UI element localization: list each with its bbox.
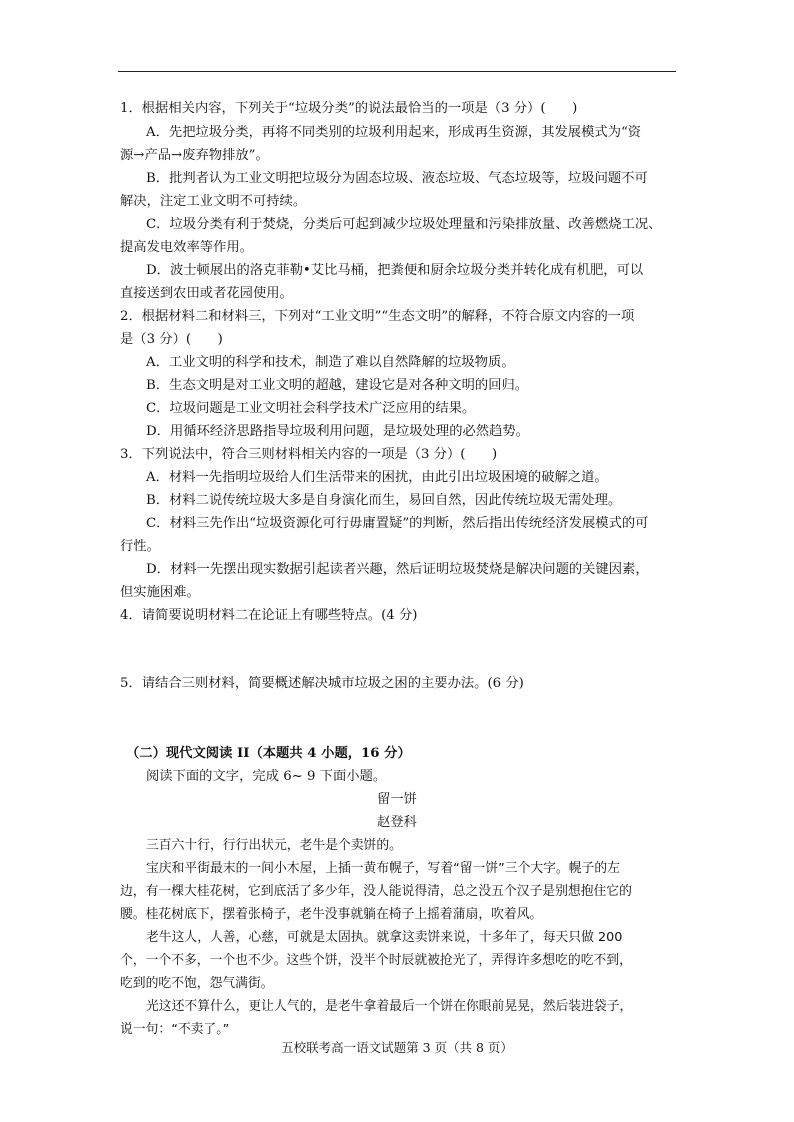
story-paragraph-4: 光这还不算什么，更让人气的，是老牛拿着最后一个饼在你眼前晃晃，然后装进袋子， [146, 999, 633, 1014]
story-paragraph-3: 老牛这人，人善，心慈，可就是太固执。就拿这卖饼来说，十多年了，每天只做 200 [146, 930, 623, 945]
story-paragraph-4-line-2: 说一句：“不卖了。” [120, 1022, 230, 1037]
question-1-option-c: C．垃圾分类有利于焚烧，分类后可起到减少垃圾处理量和污染排放量、改善燃烧工况、 [146, 217, 662, 232]
question-1-option-b-cont: 解决，注定工业文明不可持续。 [120, 194, 307, 209]
question-1-option-b: B．批判者认为工业文明把垃圾分为固态垃圾、液态垃圾、气态垃圾等，垃圾问题不可 [146, 171, 648, 186]
question-1-stem: 1．根据相关内容，下列关于“垃圾分类”的说法最恰当的一项是（3 分）( ) [120, 101, 578, 116]
header-rule [118, 71, 676, 72]
section-2-instruction: 阅读下面的文字，完成 6~ 9 下面小题。 [146, 769, 387, 784]
question-2-stem-cont: 是（3 分）( ) [120, 332, 223, 347]
story-paragraph-3-line-2: 个，一个不多，一个也不少。这些个饼，没半个时辰就被抢光了，弄得许多想吃的吃不到， [120, 953, 632, 968]
section-2-heading: （二）现代文阅读 II（本题共 4 小题，16 分） [126, 746, 411, 761]
question-3-stem: 3．下列说法中，符合三则材料相关内容的一项是（3 分）( ) [120, 447, 498, 462]
question-1-option-c-cont: 提高发电效率等作用。 [120, 240, 253, 255]
question-1-option-a: A．先把垃圾分类，再将不同类别的垃圾利用起来，形成再生资源，其发展模式为“资 [146, 125, 642, 140]
story-paragraph-2-line-2: 边，有一棵大桂花树，它到底活了多少年，没人能说得清，总之没五个汉子是别想抱住它的 [120, 884, 632, 899]
story-title: 留一饼 [377, 792, 417, 807]
story-paragraph-1: 三百六十行，行行出状元，老牛是个卖饼的。 [146, 838, 402, 853]
story-paragraph-2-line-3: 腰。桂花树底下，摆着张椅子，老牛没事就躺在椅子上摇着蒲扇，吹着风。 [120, 907, 543, 922]
question-4: 4．请简要说明材料二在论证上有哪些特点。(4 分) [120, 608, 418, 623]
story-paragraph-3-line-3: 吃到的吃不饱，怨气满街。 [120, 976, 274, 991]
question-2-stem: 2．根据材料二和材料三，下列对“工业文明”“生态文明”的解释，不符合原文内容的一项 [120, 309, 635, 324]
question-3-option-b: B．材料二说传统垃圾大多是自身演化而生，易回自然，因此传统垃圾无需处理。 [146, 493, 622, 508]
question-3-option-a: A．材料一先指明垃圾给人们生活带来的困扰，由此引出垃圾困境的破解之道。 [146, 470, 608, 485]
question-1-option-a-cont: 源→产品→废弃物排放”。 [120, 148, 269, 163]
question-3-option-d: D．材料一先摆出现实数据引起读者兴趣，然后证明垃圾焚烧是解决问题的关键因素， [146, 562, 649, 577]
question-1-option-d-cont: 直接送到农田或者花园使用。 [120, 286, 293, 301]
page-footer: 五校联考高一语文试题第 3 页（共 8 页） [281, 1040, 513, 1055]
question-2-option-c: C．垃圾问题是工业文明社会科学技术广泛应用的结果。 [146, 401, 476, 416]
question-1-option-d: D．波士顿展出的洛克菲勒•艾比马桶，把粪便和厨余垃圾分类并转化成有机肥，可以 [146, 263, 644, 278]
question-2-option-b: B．生态文明是对工业文明的超越，建设它是对各种文明的回归。 [146, 378, 529, 393]
question-3-option-c: C．材料三先作出“垃圾资源化可行毋庸置疑”的判断，然后指出传统经济发展模式的可 [146, 516, 649, 531]
question-2-option-a: A．工业文明的科学和技术，制造了难以自然降解的垃圾物质。 [146, 355, 515, 370]
question-5: 5．请结合三则材料，简要概述解决城市垃圾之困的主要办法。(6 分) [120, 676, 524, 691]
question-2-option-d: D．用循环经济思路指导垃圾利用问题，是垃圾处理的必然趋势。 [146, 424, 529, 439]
question-3-option-d-cont: 但实施困难。 [120, 585, 200, 600]
story-paragraph-2: 宝庆和平街最末的一间小木屋，上插一黄布幌子，写着“留一饼”三个大字。幌子的左 [146, 861, 620, 876]
story-author: 赵登科 [377, 815, 417, 830]
question-3-option-c-cont: 行性。 [120, 539, 160, 554]
